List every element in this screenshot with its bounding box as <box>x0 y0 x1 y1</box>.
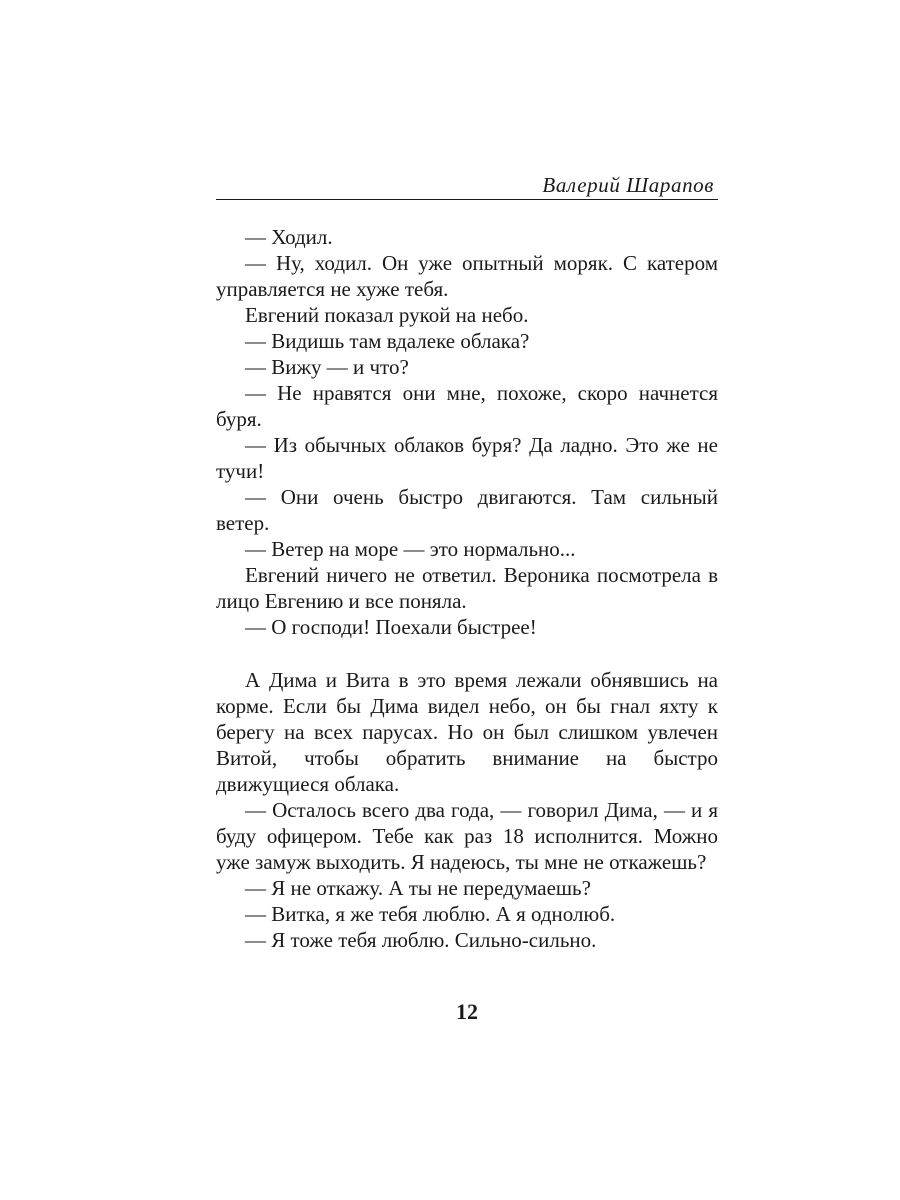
paragraph: — Осталось всего два года, — говорил Дима, — и я буду офицером. Тебе как раз 18 исполнится. Можно уже замуж выходить. Я надеюсь, ты мне не откажешь? <box>216 798 718 874</box>
section-break <box>216 640 718 667</box>
paragraph: Евгений ничего не ответил. Вероника посмотрела в лицо Евгению и все поняла. <box>216 563 718 613</box>
paragraph: — Вижу — и что? <box>245 355 409 379</box>
header-rule <box>216 199 718 200</box>
book-page <box>216 172 718 953</box>
paragraph: — О господи! Поехали быстрее! <box>245 615 537 639</box>
page-body <box>216 224 718 953</box>
paragraph: — Я не откажу. А ты не передумаешь? <box>245 876 591 900</box>
paragraph: А Дима и Вита в это время лежали обнявшись на корме. Если бы Дима видел небо, он бы гнал яхту к берегу на всех парусах. Но он был слишком увлечен Витой, чтобы обратить внимание на быстро движущиеся облака. <box>216 668 718 796</box>
paragraph: — Видишь там вдалеке облака? <box>245 329 530 353</box>
paragraph: — Ну, ходил. Он уже опытный моряк. С катером управляется не хуже тебя. <box>216 251 718 301</box>
paragraph: — Не нравятся они мне, похоже, скоро начнется буря. <box>216 381 718 431</box>
paragraph: — Ходил. <box>245 225 333 249</box>
paragraph: — Я тоже тебя люблю. Сильно-сильно. <box>245 928 597 952</box>
paragraph: — Они очень быстро двигаются. Там сильный ветер. <box>216 485 718 535</box>
paragraph: — Ветер на море — это нормально... <box>245 537 576 561</box>
paragraph: — Из обычных облаков буря? Да ладно. Это же не тучи! <box>216 433 718 483</box>
running-head-author: Валерий Шарапов <box>542 173 714 197</box>
paragraph: Евгений показал рукой на небо. <box>245 303 529 327</box>
paragraph: — Витка, я же тебя люблю. А я однолюб. <box>245 902 616 926</box>
page-number: 12 <box>456 999 478 1024</box>
